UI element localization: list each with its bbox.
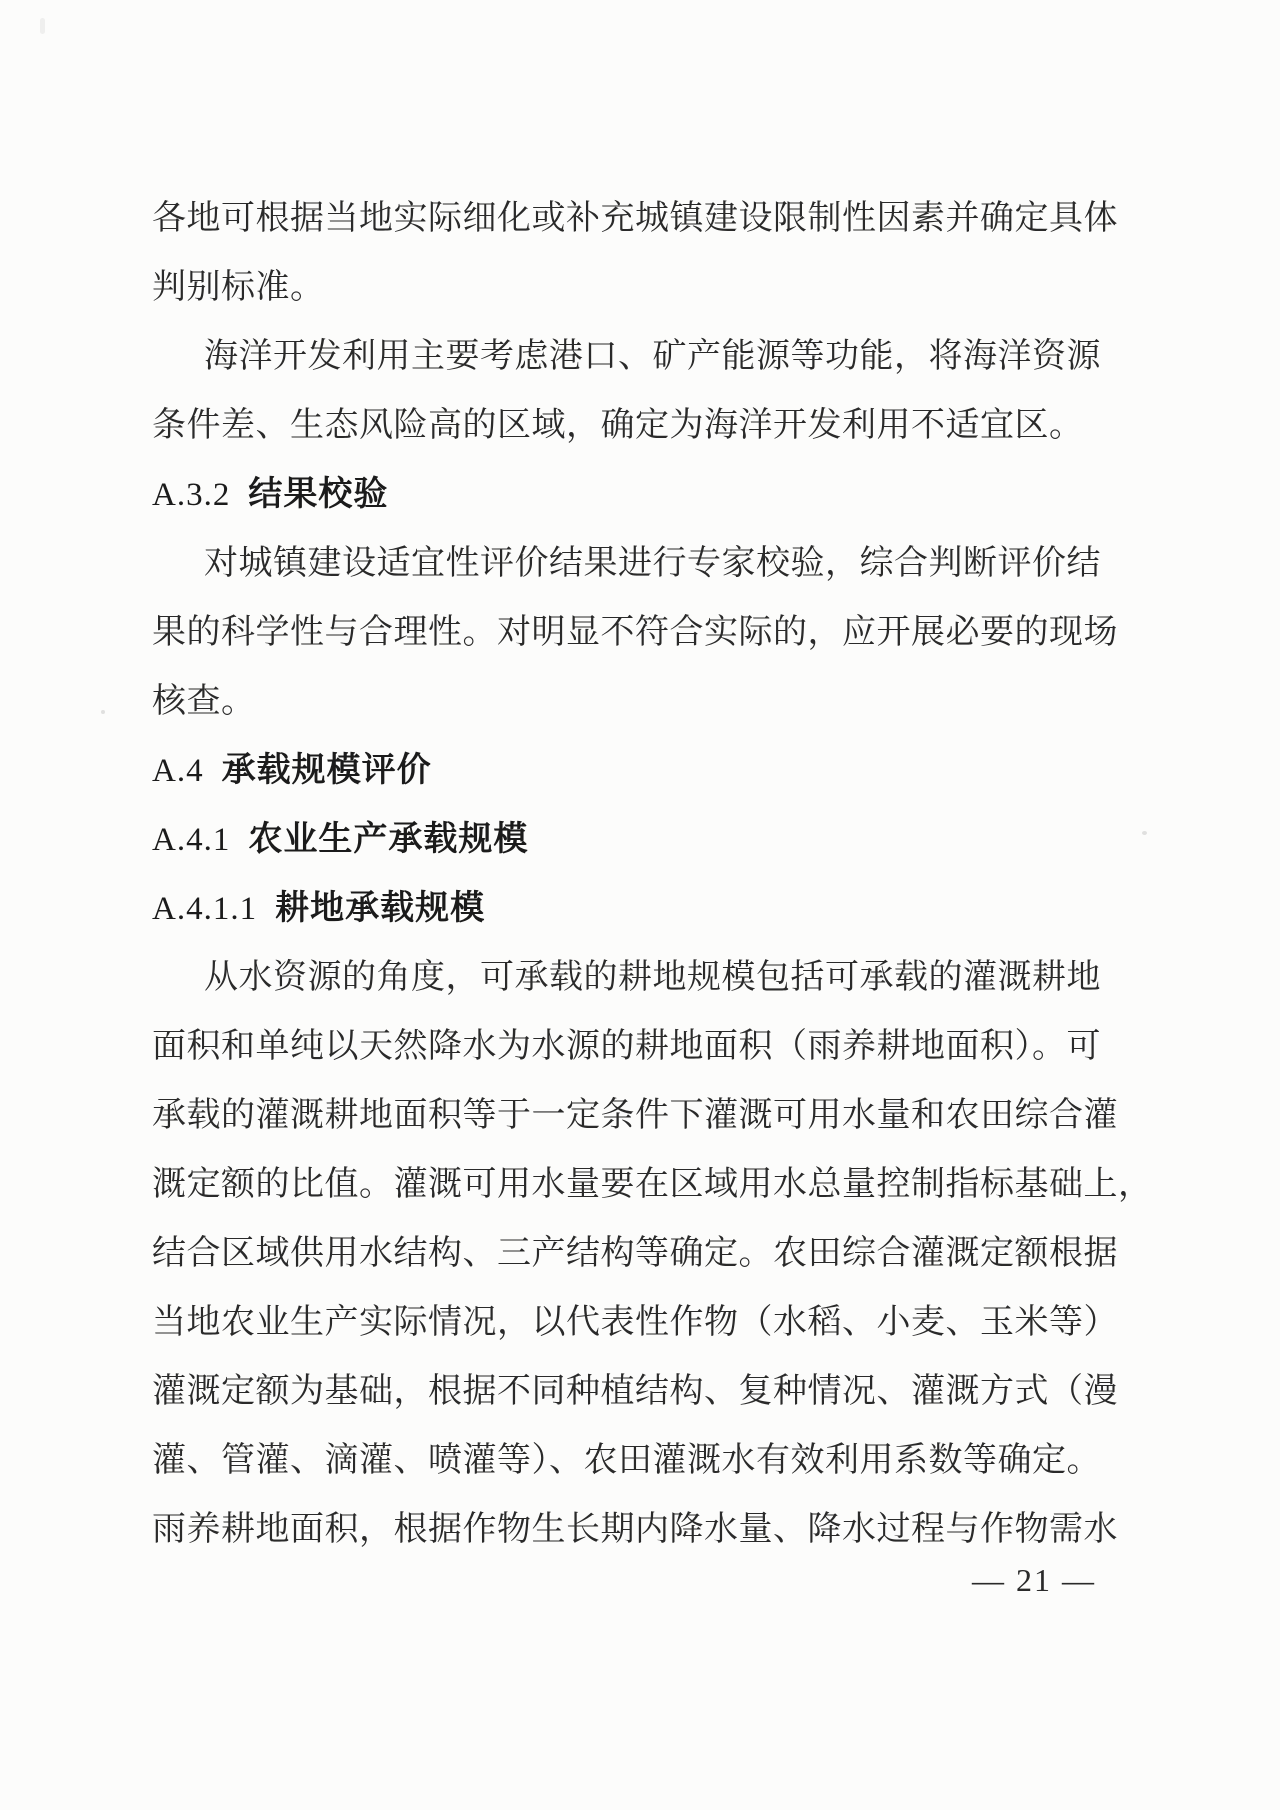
body-line: 当地农业生产实际情况，以代表性作物（水稻、小麦、玉米等） xyxy=(152,1304,1118,1341)
heading-number: A.4.1 xyxy=(152,822,231,858)
section-heading-a32 xyxy=(152,460,1112,529)
heading-title: 耕地承载规模 xyxy=(275,889,486,927)
heading-number: A.3.2 xyxy=(152,477,231,513)
page-number: — 21 — xyxy=(972,1562,1096,1598)
body-line: 海洋开发利用主要考虑港口、矿产能源等功能，将海洋资源 xyxy=(204,338,1101,375)
body-line: 核查。 xyxy=(152,683,256,720)
body-line: 各地可根据当地实际细化或补充城镇建设限制性因素并确定具体 xyxy=(152,200,1118,237)
heading-title: 承载规模评价 xyxy=(221,751,432,789)
section-heading-a411 xyxy=(152,874,1112,943)
body-line: 灌、管灌、滴灌、喷灌等）、农田灌溉水有效利用系数等确定。 xyxy=(152,1442,1101,1479)
section-heading-a4 xyxy=(152,736,1112,805)
heading-title: 结果校验 xyxy=(248,475,389,513)
heading-title: 农业生产承载规模 xyxy=(248,820,529,858)
body-line: 灌溉定额为基础，根据不同种植结构、复种情况、灌溉方式（漫 xyxy=(152,1373,1118,1410)
body-line: 结合区域供用水结构、三产结构等确定。农田综合灌溉定额根据 xyxy=(152,1235,1118,1272)
body-line: 溉定额的比值。灌溉可用水量要在区域用水总量控制指标基础上， xyxy=(152,1166,1153,1203)
text-column xyxy=(152,184,1153,1564)
body-line: 从水资源的角度，可承载的耕地规模包括可承载的灌溉耕地 xyxy=(204,959,1101,996)
scan-artifact xyxy=(101,710,105,714)
body-line: 条件差、生态风险高的区域，确定为海洋开发利用不适宜区。 xyxy=(152,407,1084,444)
section-heading-a41 xyxy=(152,805,1112,874)
body-line: 对城镇建设适宜性评价结果进行专家校验，综合判断评价结 xyxy=(204,545,1101,582)
scan-artifact xyxy=(1142,831,1147,835)
scan-artifact xyxy=(40,18,45,34)
body-line: 面积和单纯以天然降水为水源的耕地面积（雨养耕地面积）。可 xyxy=(152,1028,1101,1065)
heading-number: A.4 xyxy=(152,753,204,789)
heading-number: A.4.1.1 xyxy=(152,891,258,927)
body-line: 承载的灌溉耕地面积等于一定条件下灌溉可用水量和农田综合灌 xyxy=(152,1097,1118,1134)
body-line: 判别标准。 xyxy=(152,269,325,306)
body-line: 果的科学性与合理性。对明显不符合实际的，应开展必要的现场 xyxy=(152,614,1118,651)
body-line: 雨养耕地面积，根据作物生长期内降水量、降水过程与作物需水 xyxy=(152,1511,1118,1548)
